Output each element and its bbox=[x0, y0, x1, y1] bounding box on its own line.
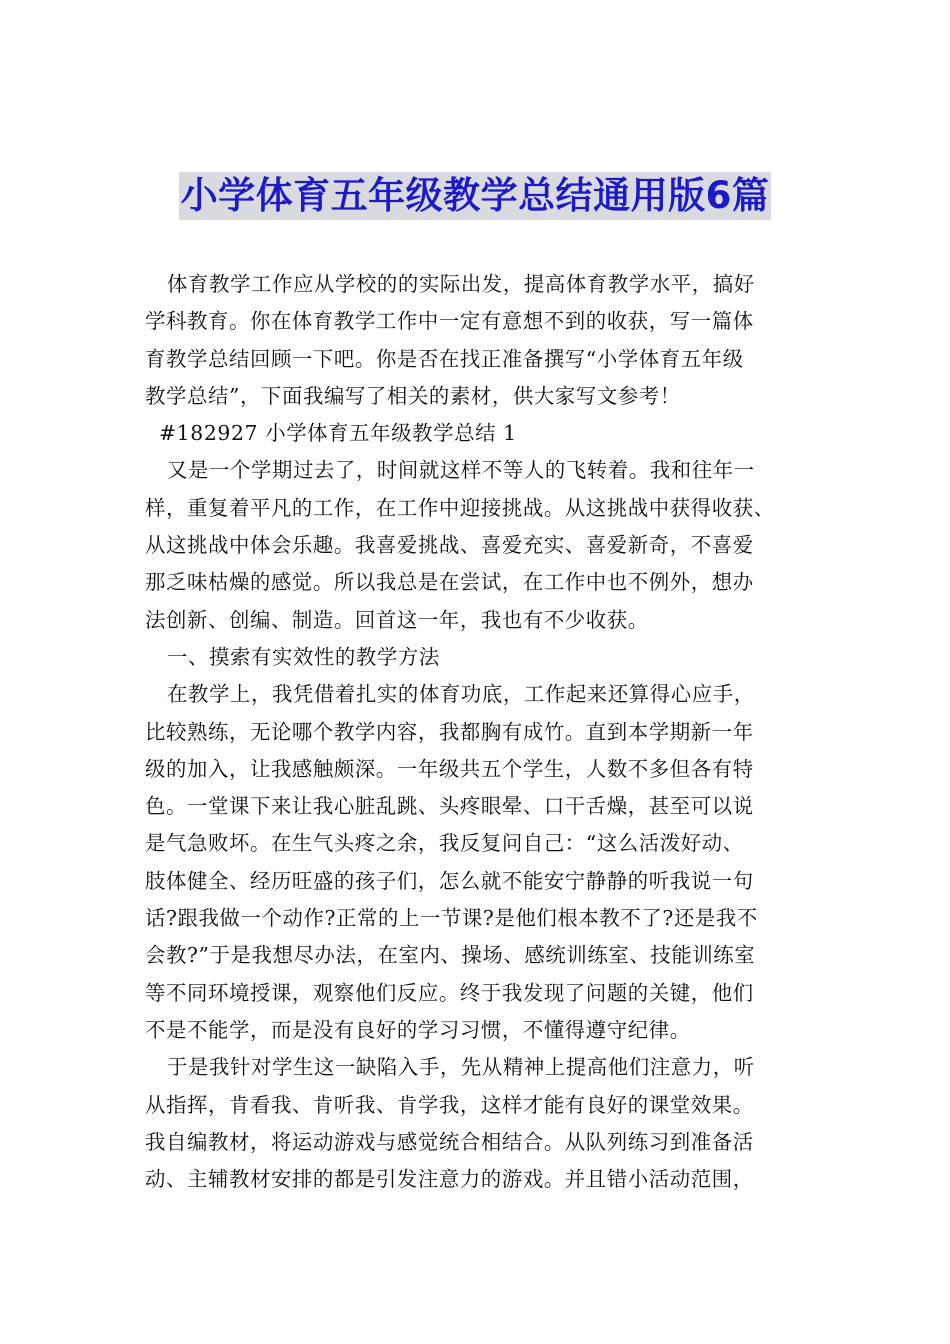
paragraph-line: 样，重复着平凡的工作，在工作中迎接挑战。从这挑战中获得收获、 bbox=[145, 495, 775, 520]
paragraph-line: 于是我针对学生这一缺陷入手，先从精神上提高他们注意力，听 bbox=[167, 1055, 755, 1080]
paragraph-line: 不是不能学，而是没有良好的学习习惯，不懂得遵守纪律。 bbox=[145, 1017, 691, 1042]
paragraph-line: 在教学上，我凭借着扎实的体育功底，工作起来还算得心应手， bbox=[167, 682, 755, 707]
paragraph-line: 从这挑战中体会乐趣。我喜爱挑战、喜爱充实、喜爱新奇，不喜爱 bbox=[145, 533, 754, 558]
document-body bbox=[145, 266, 825, 1198]
paragraph-line: 从指挥，肯看我、肯听我、肯学我，这样才能有良好的课堂效果。 bbox=[145, 1092, 754, 1117]
paragraph-line: 是气急败坏。在生气头疼之余，我反复问自己：“这么活泼好动、 bbox=[145, 831, 744, 856]
paragraph-line: 体育教学工作应从学校的的实际出发，提高体育教学水平，搞好 bbox=[167, 272, 755, 296]
paragraph-line: 育教学总结回顾一下吧。你是否在找正准备撰写“小学体育五年级 bbox=[145, 346, 744, 371]
paragraph-line: 我自编教材，将运动游戏与感觉统合相结合。从队列练习到准备活 bbox=[145, 1129, 754, 1154]
document-title: 小学体育五年级教学总结通用版6篇 bbox=[179, 172, 772, 220]
paragraph-line: 会教?”于是我想尽办法，在室内、操场、感统训练室、技能训练室 bbox=[145, 943, 756, 968]
paragraph-line: 教学总结”，下面我编写了相关的素材，供大家写文参考！ bbox=[145, 383, 681, 408]
section-heading: 一、摸索有实效性的教学方法 bbox=[167, 644, 440, 669]
paragraph-line: 法创新、创编、制造。回首这一年，我也有不少收获。 bbox=[145, 607, 649, 632]
paragraph-line: 动、主辅教材安排的都是引发注意力的游戏。并且错小活动范围， bbox=[145, 1167, 754, 1192]
paragraph-line: 级的加入，让我感触颇深。一年级共五个学生，人数不多但各有特 bbox=[145, 756, 754, 781]
paragraph-line: 学科教育。你在体育教学工作中一定有意想不到的收获，写一篇体 bbox=[145, 309, 754, 334]
paragraph-line: 话?跟我做一个动作?正常的上一节课?是他们根本教不了?还是我不 bbox=[145, 906, 758, 931]
paragraph-line: 比较熟练，无论哪个教学内容，我都胸有成竹。直到本学期新一年 bbox=[145, 719, 754, 744]
paragraph-line: 那乏味枯燥的感觉。所以我总是在尝试，在工作中也不例外，想办 bbox=[145, 570, 754, 595]
title-container bbox=[0, 172, 950, 220]
paragraph-line: 又是一个学期过去了，时间就这样不等人的飞转着。我和往年一 bbox=[167, 458, 755, 483]
paragraph-line: 肢体健全、经历旺盛的孩子们，怎么就不能安宁静静的听我说一句 bbox=[145, 868, 754, 893]
section-heading: #182927 小学体育五年级教学总结 1 bbox=[159, 421, 517, 446]
paragraph-line: 等不同环境授课，观察他们反应。终于我发现了问题的关键，他们 bbox=[145, 980, 754, 1005]
paragraph-line: 色。一堂课下来让我心脏乱跳、头疼眼晕、口干舌燥，甚至可以说 bbox=[145, 794, 754, 819]
